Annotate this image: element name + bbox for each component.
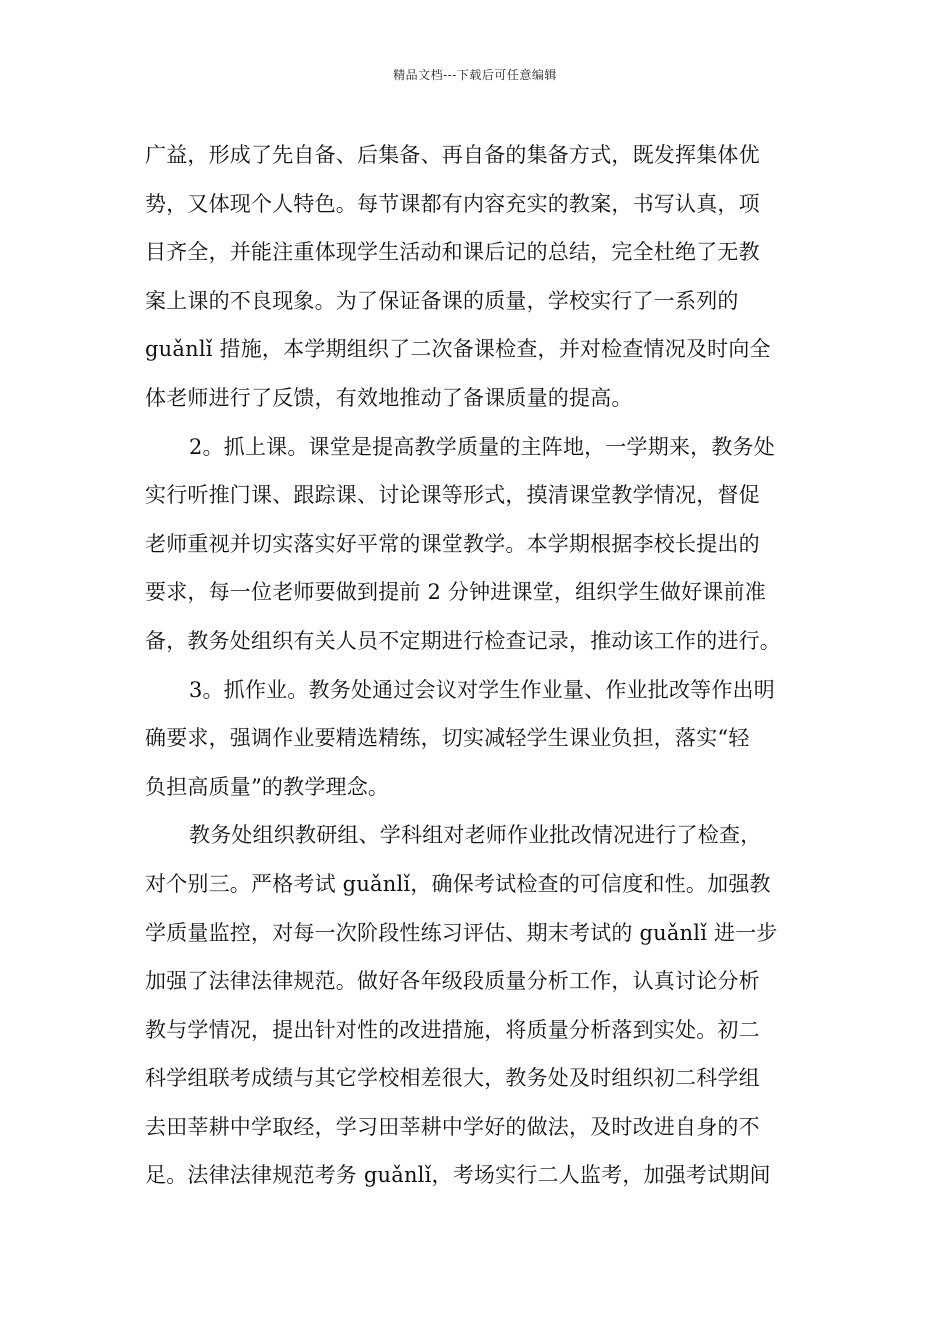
text-line: 目齐全，并能注重体现学生活动和课后记的总结，完全杜绝了无教: [145, 240, 760, 265]
text-line: guǎnlǐ 措施，本学期组织了二次备课检查，并对检查情况及时向全: [145, 337, 771, 362]
text-line: 体老师进行了反馈，有效地推动了备课质量的提高。: [145, 385, 633, 410]
text-line: 学质量监控，对每一次阶段性练习评估、期末考试的 guǎnlǐ 进一步: [145, 920, 778, 945]
paragraph-first-line: 3。抓作业。教务处通过会议对学生作业量、作业批改等作出明: [189, 677, 775, 702]
text-line: 加强了法律法律规范。做好各年级段质量分析工作，认真讨论分析: [145, 969, 760, 994]
text-line: 足。法律法律规范考务 guǎnlǐ，考场实行二人监考，加强考试期间: [145, 1163, 771, 1188]
text-line: 势，又体现个人特色。每节课都有内容充实的教案，书写认真，项: [145, 191, 760, 216]
text-line: 老师重视并切实落实好平常的课堂教学。本学期根据李校长提出的: [145, 531, 760, 556]
page-header: 精品文档---下载后可任意编辑: [393, 68, 557, 82]
text-line: 实行听推门课、跟踪课、讨论课等形式，摸清课堂教学情况，督促: [145, 483, 760, 508]
text-line: 科学组联考成绩与其它学校相差很大，教务处及时组织初二科学组: [145, 1066, 760, 1091]
text-line: 负担高质量”的教学理念。: [145, 774, 390, 799]
text-line: 要求，每一位老师要做到提前 2 分钟进课堂，组织学生做好课前准: [145, 580, 766, 605]
text-line: 教与学情况，提出针对性的改进措施，将质量分析落到实处。初二: [145, 1017, 760, 1042]
text-line: 对个别三。严格考试 guǎnlǐ，确保考试检查的可信度和性。加强教: [145, 871, 771, 896]
document-body: [145, 131, 809, 1200]
paragraph-first-line: 教务处组织教研组、学科组对老师作业批改情况进行了检查，: [189, 823, 762, 848]
text-line: 广益，形成了先自备、后集备、再自备的集备方式，既发挥集体优: [145, 143, 760, 167]
text-line: 确要求，强调作业要精选精练，切实减轻学生课业负担，落实“轻: [145, 726, 750, 751]
paragraph-first-line: 2。抓上课。课堂是提高教学质量的主阵地，一学期来，教务处: [189, 434, 775, 459]
text-line: 去田莘耕中学取经，学习田莘耕中学好的做法，及时改进自身的不: [145, 1114, 760, 1139]
text-line: 备，教务处组织有关人员不定期进行检查记录，推动该工作的进行。: [145, 628, 781, 653]
text-line: 案上课的不良现象。为了保证备课的质量，学校实行了一系列的: [145, 288, 739, 313]
